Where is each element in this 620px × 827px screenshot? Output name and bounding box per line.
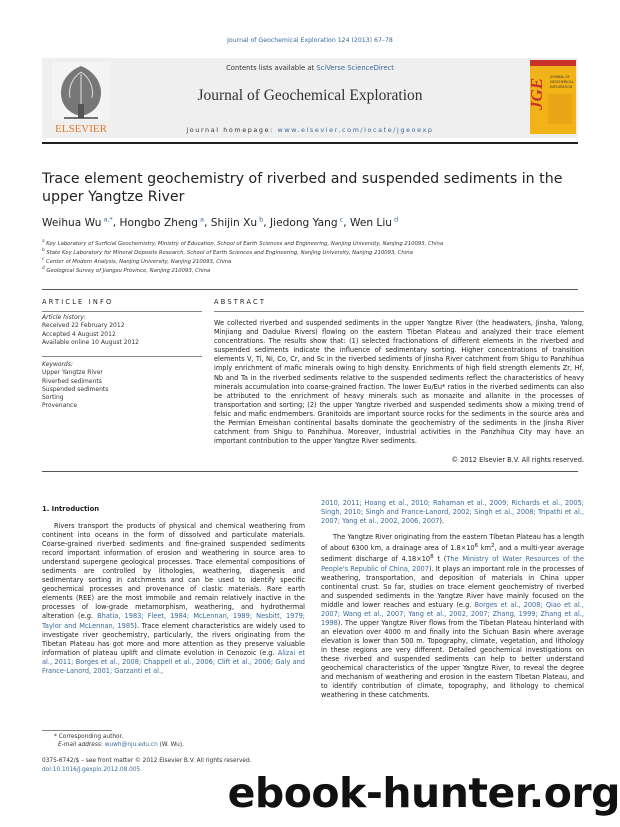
intro-left-column: Rivers transport the products of physical and chemical weathering from continent into oceans in the form of dissolved and particulate materials. Coarse-grained riverbed sediments and fine-grained suspended sediments record important information of erosion and weathering in source area to understand supergene geological processes. Trace elemental compositions of sediments are controlled by lithologies, weathering, diagenesis and sedimentary sorting in catchments and can be used to identify specific geochemical processes and provenance of clastic materials. Rare earth elements (REE) are the most immobile and remain relatively inactive in the processes of low-grade metamorphism, weathering, and hydrothermal alteration (e.g. Bhatia, 1983; Fleet, 1984; McLennan, 1989; Nesbitt, 1979; Taylor and McLennan, 1985). Trace element characteristics are widely used to investigate river geochemistry, particularly, the rivers originating from the Tibetan Plateau has got more and more attention as they preserve valuable information of plateau uplift and climate evolution in Cenozoic (e.g. Alizai et al., 2011; Borges et al., 2008; Chappell et al., 2006; Clift et al., 2006; Galy and France-Lanord, 2001; Garzanti et al.,	[42, 522, 305, 675]
abstract-heading: ABSTRACT	[214, 298, 267, 306]
article-info-rule	[42, 311, 202, 312]
contents-prefix: Contents lists available at	[226, 64, 317, 72]
citation-link[interactable]: Borges et al., 2008; Qiao et al., 2007; Wang et al., 2007; Yang et al., 2002, 2007; Zhang, 1999; Zhang et al., 1998	[321, 600, 584, 627]
cover-abbrev: JGE	[527, 77, 546, 110]
affiliation-a: $^a$ Key Laboratory of Surficial Geochemistry, Ministry of Education, School of Earth Sciences and Engineering, Nanjing University, Nanjing 210093, China	[42, 238, 444, 247]
keywords-label: Keywords:	[42, 361, 73, 368]
history-label: Article history:	[42, 314, 86, 321]
affiliation-c: $^c$ Center of Modern Analysis, Nanjing University, Nanjing 210093, China	[42, 256, 232, 265]
footnote-rule	[42, 730, 112, 731]
email-note: E-mail address: wuwh@nju.edu.cn (W. Wu).	[58, 742, 184, 748]
author-2[interactable]: Hongbo Zheng $^a$,	[119, 215, 211, 229]
accepted-date: Accepted 4 August 2012	[42, 330, 116, 338]
email-link[interactable]: wuwh@nju.edu.cn	[104, 742, 158, 748]
affiliation-b: $^b$ State Key Laboratory for Mineral Deposits Research, School of Earth Sciences and Engineering, Nanjing University, Nanjing 210093, China	[42, 247, 413, 256]
copyright-line: © 2012 Elsevier B.V. All rights reserved.	[451, 456, 584, 464]
citation-link[interactable]: Alizai et al., 2011; Borges et al., 2008; Chappell et al., 2006; Clift et al., 2006; Galy and France-Lanord, 2001; Garzanti et al.,	[42, 648, 305, 675]
article-info-heading: ARTICLE INFO	[42, 298, 114, 306]
affiliation-d: $^d$ Geological Survey of Jiangsu Province, Nanjing 210093, China	[42, 265, 211, 274]
keyword: Upper Yangtze River	[42, 369, 103, 377]
cover-title-3: EXPLORATION	[550, 85, 573, 89]
journal-title: Journal of Geochemical Exploration	[197, 87, 423, 104]
author-1[interactable]: Weihua Wu $^{a,*}$,	[42, 215, 120, 229]
article-history	[42, 314, 202, 347]
journal-cover-thumbnail	[527, 60, 576, 134]
contents-line	[0, 64, 620, 72]
corresponding-author-note: * Corresponding author.	[54, 734, 124, 740]
keyword: Provenance	[42, 402, 78, 410]
body-rule	[42, 471, 578, 472]
introduction-heading: 1. Introduction	[42, 505, 100, 513]
keyword: Suspended sediments	[42, 385, 109, 393]
online-date: Available online 10 August 2012	[42, 338, 139, 346]
elsevier-logo-text: ELSEVIER	[55, 123, 107, 135]
citation-link[interactable]: Bhatia, 1983; Fleet, 1984; McLennan, 1989; Nesbitt, 1979; Taylor and McLennan, 1985	[42, 612, 305, 630]
received-date: Received 22 February 2012	[42, 322, 125, 330]
watermark-text: ebook-hunter.org	[227, 769, 620, 817]
author-5[interactable]: Wen Liu $^d$	[349, 215, 399, 229]
keywords-rule	[42, 356, 202, 357]
intro-right-column: 2010, 2011; Hoang et al., 2010; Rahaman et al., 2009; Richards et al., 2005; Singh, 2010; Singh and France-Lanord, 2002; Singh et al., 2008; Tripathi et al., 2007; Yang et al., 2002, 2006, 2007).	[321, 499, 584, 526]
homepage-prefix: journal homepage:	[186, 126, 278, 134]
citation-link[interactable]: 2010, 2011; Hoang et al., 2010; Rahaman et al., 2009; Richards et al., 2005; Singh, 2010; Singh and France-Lanord, 2002; Singh et al., 2008; Tripathi et al., 2007; Yang et al., 2002, 2006, 2007	[321, 499, 584, 526]
header-rule	[42, 142, 578, 144]
keyword: Sorting	[42, 394, 64, 402]
keyword: Riverbed sediments	[42, 377, 102, 385]
homepage-link[interactable]: www.elsevier.com/locate/jgeoexp	[277, 126, 434, 134]
author-list	[42, 215, 582, 229]
journal-homepage	[0, 126, 620, 134]
intro-right-paragraph: The Yangtze River originating from the eastern Tibetan Plateau has a length of about 6300 km, a drainage area of $1.8\times 10^6$ $km^2$, and a multi-year average sediment discharge of $4.18\times 10^8$ t (The Ministry of Water Resources of the People's Republic of China, 2007). It plays an important role in the processes of weathering, transportation, and deposition of materials in China upper continental crust. So far, studies on trace element geochemistry of riverbed and suspended sediments in the Yangtze River have mainly focused on the middle and lower reaches and estuary (e.g. Borges et al., 2008; Qiao et al., 2007; Wang et al., 2007; Yang et al., 2002, 2007; Zhang, 1999; Zhang et al., 1998). The upper Yangtze River flows from the Tibetan Plateau hinterland with an elevation over 4000 m and finally into the Sichuan Basin where average elevation is lower than 500 m. Topography, climate, vegetation, and lithology in these regions are very different. Detailed geochemical investigations on these riverbed and suspended sediments can help to better understand geochemical characteristics of the upper Yangtze River, to reveal the degree and mechanism of weathering and erosion in the eastern Tibetan Plateau, and to identify contribution of climate, topography, and lithology to chemical weathering in these catchments.	[321, 533, 584, 700]
journal-reference[interactable]: Journal of Geochemical Exploration 124 (2013) 67–78	[227, 37, 393, 44]
cover-title-2: GEOCHEMICAL	[550, 80, 574, 84]
keywords-block	[42, 361, 202, 411]
abstract-text: We collected riverbed and suspended sediments in the upper Yangtze River (the headwaters, Jinsha, Yalong, Minjiang and Dadulue Rivers) flowing on the eastern Tibetan Plateau and analyzed their trace element concentrations. The results show that: (1) selected fractionations of different elements in the riverbed and suspended sediments indicate the influence of sedimentary sorting. Higher concentrations of transition elements V, Ti, Ni, Co, Cr, and Sc in the riverbed sediments of Jinsha River catchment from Shigu to Panzhihua imply enrichment of mafic minerals owing to high density. Enrichments of high field strength elements Zr, Hf, Nb and Ta in the riverbed sediments relative to the suspended sediments reflect the characteristics of heavy minerals accumulation into coarse-grained fraction. The lower Eu/Eu* ratios in the riverbed sediments can also be attributed to the enrichment of heavy minerals such as monazite and allanite in the processes of transportation and sorting; (2) the upper Yangtze riverbed and suspended sediments show a mixing trend of felsic and mafic endmembers. Granitoids are important source rocks for the sediments in the source area and the Permian Emeishan continental basalts dominate the geochemistry of the sediments in the Jinsha River catchment from Shigu to Panzhihua. Moreover, industrial activities in the Panzhihua City may have an important contribution to the upper Yangtze River sediments.	[214, 319, 584, 446]
cover-title-1: JOURNAL OF	[550, 75, 570, 79]
article-title: Trace element geochemistry of riverbed and suspended sediments in the upper Yangtze River	[42, 171, 563, 205]
issn-line: 0375-6742/$ – see front matter © 2012 Elsevier B.V. All rights reserved.	[42, 758, 252, 764]
sciencedirect-link[interactable]: SciVerse ScienceDirect	[316, 64, 394, 72]
info-rule	[42, 289, 578, 290]
author-4[interactable]: Jiedong Yang $^c$,	[270, 215, 350, 229]
citation-link[interactable]: The Ministry of Water Resources of the People's Republic of China, 2007	[321, 555, 584, 573]
abstract-rule	[214, 311, 584, 312]
doi-link[interactable]: doi:10.1016/j.gexplo.2012.08.005	[42, 767, 141, 773]
author-3[interactable]: Shijin Xu $^b$,	[210, 215, 271, 229]
